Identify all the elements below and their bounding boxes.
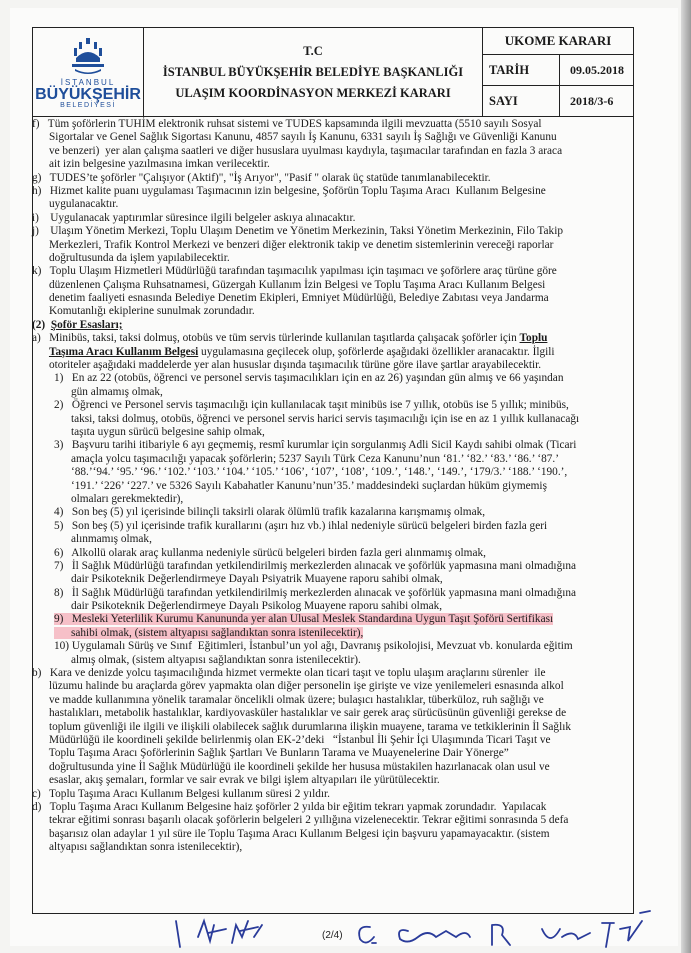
sub-3-line: 3) Başvuru tarihi itibariyle 6 ayı geçmemiş, resmî kurumlar için sorgulanmış Adli Sicil Kaydı sahibi olmak (Ticari — [54, 439, 577, 452]
section-2-heading — [32, 319, 632, 332]
date-label: TARİH — [483, 55, 560, 85]
sub-10-line: almış olmak, (sistem altyapısı sağlandıktan sonra istenilecektir). — [54, 653, 361, 666]
sub-3-line: olmaları gerekmektedir), — [54, 492, 184, 505]
title-municipality: İSTANBUL BÜYÜKŞEHİR BELEDİYE BAŞKANLIĞI — [162, 64, 464, 79]
title-tc: T.C — [303, 43, 323, 58]
signature-8-icon — [602, 911, 650, 947]
title-center: ULAŞIM KOORDİNASYON MERKEZİ KARARI — [175, 85, 451, 100]
sub-9-highlight: sahibi olmak, (sistem altyapısı sağlandıktan sonra istenilecektir), — [54, 626, 364, 639]
item-a-underlined: Toplu — [519, 332, 548, 345]
item-k-line: Komutanlığı ekiplerine sunulmak zorundadır. — [32, 305, 255, 318]
page-edge-shadow — [681, 0, 691, 953]
sub-7-line: dair Psikoteknik Değerlendirmeye Dayalı Psiyatrik Muayene raporu sahibi olmak, — [54, 573, 443, 586]
page-number: (2/4) — [322, 930, 343, 941]
number-label: SAYI — [483, 86, 560, 116]
item-d-line: altyapısı sağlandıktan sonra istenilecektir), — [32, 841, 243, 854]
item-c-line: c) Toplu Taşıma Aracı Kullanım Belgesi kullanım süresi 2 yıldır. — [32, 787, 330, 800]
sub-7-line: 7) İl Sağlık Müdürlüğü tarafından yetkilendirilmiş merkezlerden alınacak ve şoförlük yapmasına mani olmadığına — [54, 559, 577, 572]
sub-8-line: dair Psikoteknik Değerlendirmeye Dayalı Psikolog Muayene raporu sahibi olmak, — [54, 600, 443, 613]
item-f-line: Sigortalar ve Genel Sağlık Sigortası Kanunu, 4857 sayılı İş Kanunu, 6331 sayılı İş Sağlığı ve Güvenliği Kanunu — [32, 131, 557, 144]
item-k-line: denetim faaliyeti esnasında Belediye Denetim Ekipleri, Emniyet Müdürlüğü, Belediye Zabıtası veya Jandarma — [32, 292, 549, 305]
item-a-line — [32, 332, 632, 345]
item-b-line: Toplu Taşıma Aracı Şoförlerinin Sağlık Şartları Ve Bunların Tarama ve Muayenelerine Dair Yönerge” — [32, 747, 509, 760]
date-value: 09.05.2018 — [570, 62, 624, 77]
item-b-line: toplum güvenliği ile ilgili ve ilişkili olabilecek sağlık durumlarına ilişkin muayene, tarama ve tetkiklerinin İl Sağlık — [32, 720, 572, 733]
item-d-line: başarısız olan adaylar 1 yıl süre ile Toplu Taşıma Aracı Kullanım Belgesi için başvuru yapamayacaktır. (sistem — [32, 827, 550, 840]
signature-5-icon — [399, 930, 470, 942]
item-b-line: lüzumu halinde bu araçlarda görev yapmakta olan diğer personelin işe girişte ve vize yenilemeleri esnasında alkol — [32, 680, 564, 693]
sub-9-line-highlighted — [32, 627, 632, 640]
item-f-line: ve benzeri) yer alan çalışma saatleri ve diğer hususlara uyulması kaydıyla, taşımacılar tarafından en fazla 3 araca — [32, 144, 563, 157]
item-b-line: b) Kara ve denizde yolcu taşımacılığında hizmet vermekte olan ticari taşıt ve toplu ulaşım araçlarını sürenler ile — [32, 667, 546, 680]
sub-1-line: gün almamış olmak, — [54, 385, 163, 398]
item-h-line: h) Hizmet kalite puanı uygulaması Taşımacının izin belgesine, Şoförün Toplu Taşıma Aracı Kullanım Belgesine — [32, 184, 546, 197]
date-row — [483, 55, 633, 86]
signature-4-icon — [359, 927, 376, 943]
signature-1-icon — [176, 921, 180, 947]
sub-3-line: ‘88.’‘94.’ ‘95.’ ‘96.’ ‘102.’ ‘103.’ ‘104.’ ‘105.’ ‘106’, ‘107’, ‘108’, ‘109.’, ‘148.’, ‘149.’, ‘179/3.’ ‘188.’ ‘190.’, — [54, 466, 568, 479]
item-d-line: d) Toplu Taşıma Aracı Kullanım Belgesine haiz şoförler 2 yılda bir eğitim tekrarı yapmak zorundadır. Yapılacak — [32, 800, 547, 813]
sub-2-line: 2) Öğrenci ve Personel servis taşımacılığı için kullanılacak taşıt minibüs ise 7 yıllık, otobüs ise 5 yıllık; minibüs, — [54, 399, 569, 412]
item-f-line: f) Tüm şoförlerin TUHİM elektronik ruhsat sistemi ve TUDES kapsamında ilgili mevzuatta (5510 sayılı Sosyal — [32, 118, 542, 130]
sub-3-line: ‘191.’ ‘226’ ‘227.’ ve 5326 Sayılı Kabahatler Kanunu’nun’35.’ maddesindeki suçlardan hüküm giymemiş — [54, 479, 547, 492]
item-k-line: düzenlenen Çalışma Ruhsatnamesi, Güzergah Kullanım İzin Belgesi ve Toplu Taşıma Aracı Kullanım Belgesi — [32, 278, 546, 291]
header-title — [144, 28, 483, 116]
signature-6-icon — [492, 925, 510, 945]
signature-7-icon — [542, 929, 590, 939]
item-a-line: otoriteler aşağıdaki maddelerde yer alan hususlar dışında taşımacılık türüne göre ilave şartlar arayabilecektir. — [32, 359, 542, 372]
number-value: 2018/3-6 — [570, 93, 614, 108]
sub-10-line: 10) Uygulamalı Sürüş ve Sınıf Eğitimleri, İstanbul’un yol ağı, Davranış psikolojisi, Mevzuat vb. konularda eğitim — [54, 640, 573, 653]
item-h-line: uygulanacaktır. — [32, 198, 119, 211]
ibb-emblem-icon — [68, 36, 108, 76]
item-a-underlined: Taşıma Aracı Kullanım Belgesi — [48, 345, 199, 358]
decision-body — [32, 118, 632, 854]
sub-3-line: amaçla yolcu taşımacılığı yapacak şoförlerin; 5237 Sayılı Türk Ceza Kanunu’nun ‘81.’ ‘82.’ ‘83.’ ‘86.’ ‘87.’ — [54, 452, 559, 465]
item-g-line: g) TUDES’te şoförler "Çalışıyor (Aktif)", "İş Arıyor", "Pasif " olarak üç statüde tanımlanabilecektir. — [32, 171, 491, 184]
item-f-line: ait izin belgesine yazılmasına imkan verilecektir. — [32, 158, 270, 171]
sub-5-line: 5) Son beş (5) yıl içerisinde trafik kurallarını (aşırı hız vb.) ihlal nedeniyle sürücü belgeleri birden fazla geri — [54, 519, 548, 532]
item-k-line: k) Toplu Ulaşım Hizmetleri Müdürlüğü tarafından taşımacılık yapılması için taşımacı ve şoförlere araç türüne göre — [32, 265, 557, 278]
section-2-number: (2) — [32, 318, 51, 331]
item-j-line: doğrultusunda da işlem yapılabilecektir. — [32, 251, 230, 264]
item-d-line: tekrar eğitimi sonrası başarılı olacak şoförlerin belgeleri 2 yıllığına vizelenecektir. Tekrar eğitimi sonrasında 5 defa — [32, 814, 569, 827]
sub-5-line: alınmamış olmak, — [54, 533, 152, 546]
signatures — [170, 907, 690, 953]
number-row — [483, 86, 633, 116]
item-b-line: Müdürlüğü ile koordineli şekilde belirlenmiş olan EK-2’deki “İstanbul İli Şehir İçi Ulaşımında Ticari Taşıt ve — [32, 733, 551, 746]
section-2-title: Şoför Esasları; — [50, 318, 123, 331]
box-title: UKOME KARARI — [483, 28, 633, 55]
item-b-line: ve madde kullanımına yönelik taramalar öncelikli olmak üzere; bulaşıcı hastalıklar, tüberküloz, ruh sağlığı ve — [32, 693, 544, 706]
sub-1-line: 1) En az 22 (otobüs, öğrenci ve personel servis taşımacılıkları için en az 26) yaşından gün almış ve 66 yaşından — [54, 372, 564, 385]
sub-9-line-highlighted — [32, 613, 632, 626]
item-j-line: j) Ulaşım Yönetim Merkezi, Toplu Ulaşım Denetim ve Yönetim Merkezinin, Taksi Yönetim Merkezinin, Filo Takip — [32, 225, 563, 238]
decision-header — [32, 27, 634, 117]
signature-2-icon — [198, 921, 226, 941]
item-b-line: hastalıkları, metabolik hastalıklar, kardiyovasküler hastalıklar ve sair gerek araç sürücüsünün güvenliği gerekse de — [32, 707, 567, 720]
item-j-line: Merkezleri, Trafik Kontrol Merkezi ve benzeri diğer elektronik takip ve denetim sistemlerinin vereceği raporlar — [32, 238, 554, 251]
item-a-text: uygulamasına geçilecek olup, şoförlerde aşağıdaki özellikler aranacaktır. İlgili — [198, 345, 555, 358]
item-b-line: doğrultusunda yine İl Sağlık Müdürlüğü ile koordineli şekilde her hususa müstakilen hazırlanacak olan usul ve — [32, 760, 550, 773]
item-i-line: i) Uygulanacak yaptırımlar süresince ilgili belgeler askıya alınacaktır. — [32, 211, 356, 224]
decision-meta — [483, 28, 633, 116]
sub-2-line: taşıta uygun sürücü belgesine sahip olmak, — [54, 425, 265, 438]
logo-line-1: İSTANBUL — [60, 77, 116, 87]
item-b-line: esaslar, akış şemaları, formlar ve sair evrak ve bilgi işlem altyapıları ile yürütülecektir. — [32, 774, 440, 787]
item-a-text: a) Minibüs, taksi, taksi dolmuş, otobüs ve tüm servis türlerinde kullanılan taşıtlarda çalışacak şoförler için — [32, 332, 520, 345]
signature-3-icon — [232, 921, 262, 943]
ibb-logo — [33, 28, 144, 116]
logo-line-2: BÜYÜKŞEHİR — [35, 85, 141, 103]
item-a-line — [32, 346, 632, 359]
sub-8-line: 8) İl Sağlık Müdürlüğü tarafından yetkilendirilmiş merkezlerden alınacak ve şoförlük yapmasına mani olmadığına — [54, 586, 577, 599]
sub-9-highlight: 9) Mesleki Yeterlilik Kurumu Kanununda yer alan Ulusal Meslek Standardına Uygun Taşıt Şoförü Sertifikası — [54, 613, 554, 626]
sub-4-line: 4) Son beş (5) yıl içerisinde bilinçli taksirli olarak ölümlü trafik kazalarına karışmamış olmak, — [54, 506, 486, 519]
logo-line-3: BELEDİYESİ — [60, 101, 116, 109]
sub-2-line: taksi, taksi dolmuş, otobüs, öğrenci ve personel servis harici servis taşımacılığı için ise en az 1 yıllık kullanacağı — [54, 412, 580, 425]
sub-6-line: 6) Alkollü olarak araç kullanma nedeniyle sürücü belgeleri birden fazla geri alınmamış olmak, — [54, 546, 486, 559]
